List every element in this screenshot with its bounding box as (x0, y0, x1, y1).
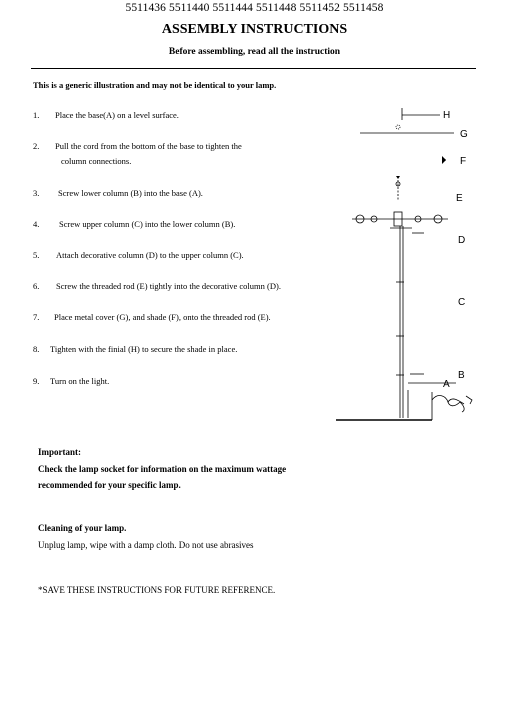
important-text: Check the lamp socket for information on the maximum wattage recommended for your specific lamp. (38, 464, 287, 490)
step-text: Place metal cover (G), and shade (F), onto the threaded rod (E). (54, 312, 271, 322)
step-number: 4. (33, 219, 40, 229)
label-e: E (456, 193, 463, 204)
step-text-continued: column connections. (61, 156, 132, 166)
step-number: 9. (33, 376, 40, 386)
shade-arrow-head (442, 156, 446, 164)
important-heading: Important: (38, 447, 81, 457)
page-title: ASSEMBLY INSTRUCTIONS (161, 22, 348, 37)
label-h: H (443, 110, 451, 121)
rod-arrow-head (396, 176, 400, 179)
cleaning-text: Unplug lamp, wipe with a damp cloth. Do not use abrasives (38, 540, 254, 550)
disclaimer: This is a generic illustration and may not be identical to your lamp. (33, 80, 277, 90)
lamp-assembly-diagram (330, 100, 500, 430)
label-a: A (443, 379, 450, 390)
save-instructions-note: *SAVE THESE INSTRUCTIONS FOR FUTURE REFERENCE. (38, 585, 276, 595)
cord-coil-2 (448, 402, 464, 412)
plug (466, 396, 472, 404)
label-g: G (460, 129, 468, 140)
label-c: C (458, 297, 466, 308)
finial-part (396, 125, 400, 129)
step-number: 3. (33, 188, 40, 198)
step-text: Turn on the light. (50, 376, 110, 386)
step-number: 8. (33, 344, 40, 354)
step-number: 2. (33, 141, 40, 151)
step-number: 6. (33, 281, 40, 291)
step-text: Pull the cord from the bottom of the base to tighten the (55, 141, 242, 151)
model-numbers: 5511436 5511440 5511444 5511448 5511452 5511458 (125, 2, 384, 14)
step-text: Tighten with the finial (H) to secure the shade in place. (50, 344, 238, 354)
step-number: 1. (33, 110, 40, 120)
label-b: B (458, 370, 465, 381)
step-text: Screw upper column (C) into the lower column (B). (59, 219, 236, 229)
step-text: Screw the threaded rod (E) tightly into the decorative column (D). (56, 281, 281, 291)
step-text: Place the base(A) on a level surface. (55, 110, 179, 120)
label-d: D (458, 235, 466, 246)
step-text: Screw lower column (B) into the base (A). (58, 188, 203, 198)
label-f: F (460, 156, 467, 167)
step-number: 7. (33, 312, 40, 322)
step-number: 5. (33, 250, 40, 260)
header-divider (31, 68, 476, 69)
cleaning-heading: Cleaning of your lamp. (38, 523, 127, 533)
step-text: Attach decorative column (D) to the upper column (C). (56, 250, 244, 260)
page-subtitle: Before assembling, read all the instruction (168, 47, 341, 57)
